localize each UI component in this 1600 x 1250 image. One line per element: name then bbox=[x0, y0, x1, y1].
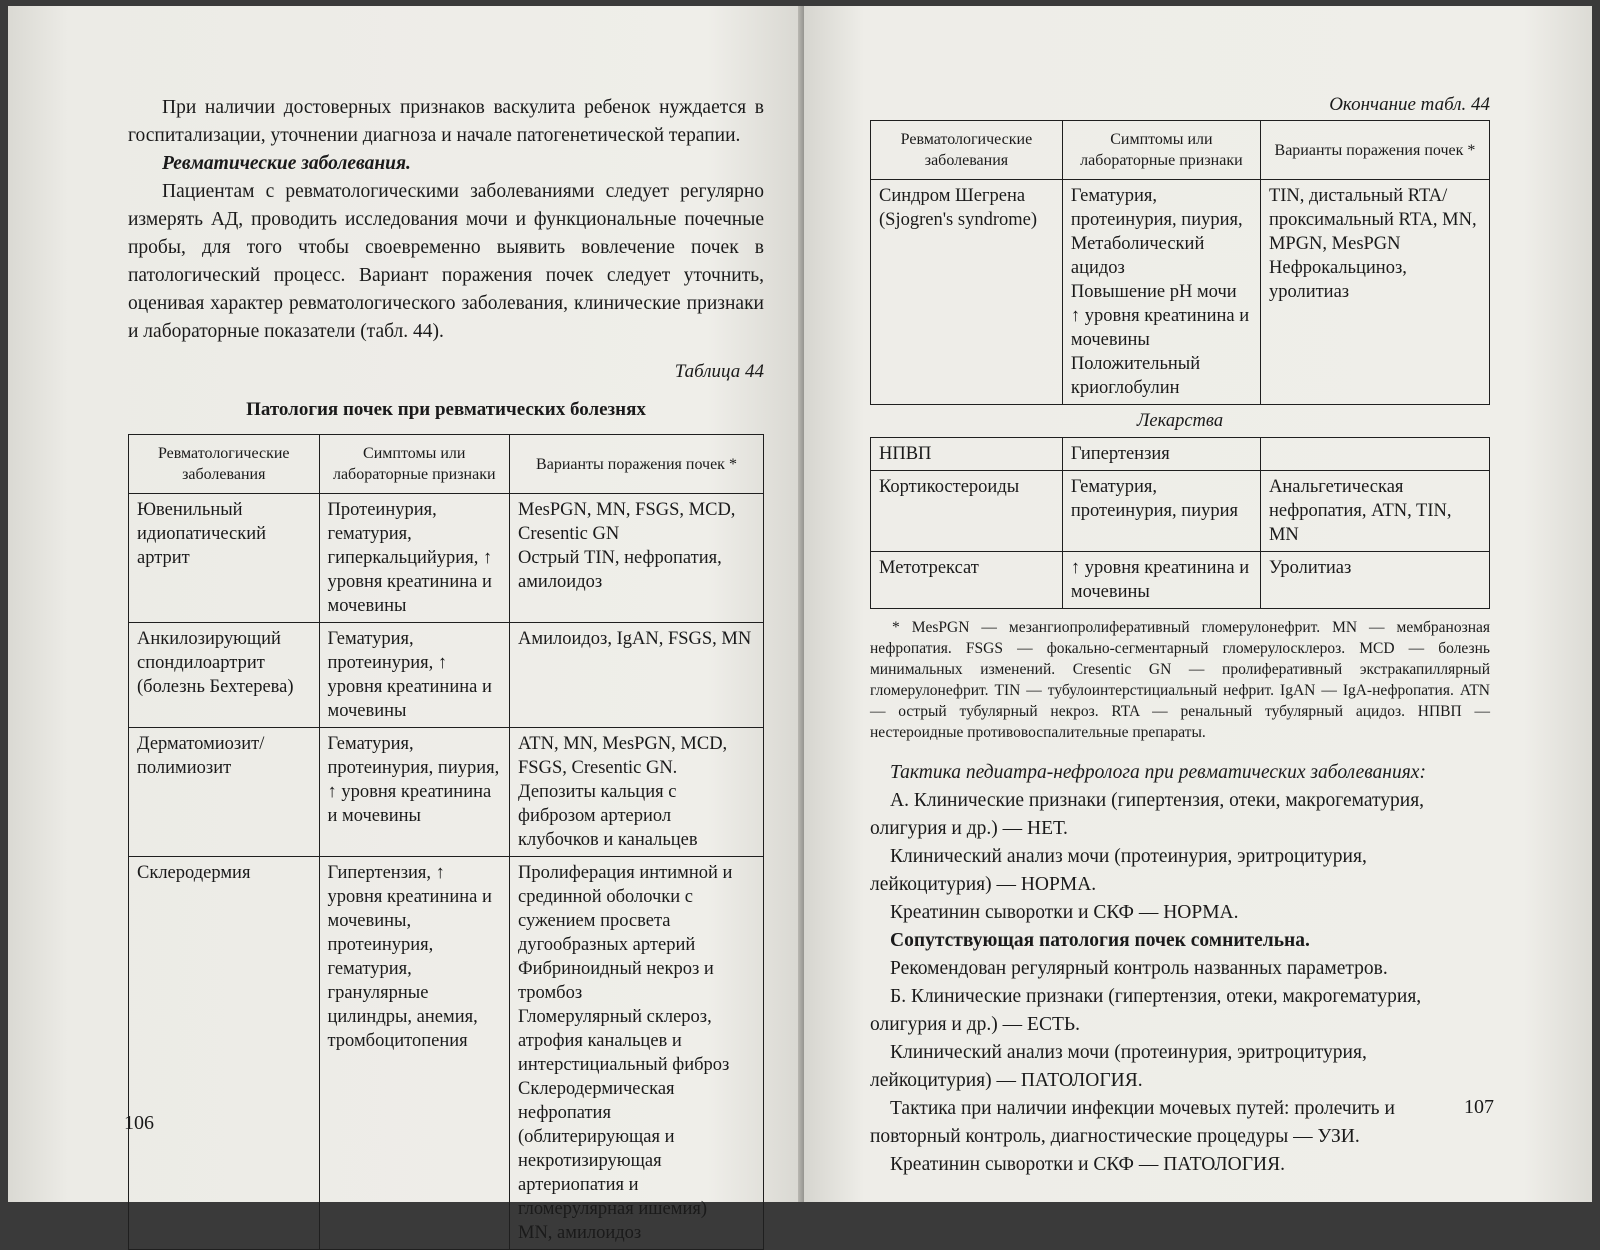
continuation-label: Окончание табл. 44 bbox=[1329, 94, 1490, 115]
kidney-pathology-table bbox=[128, 434, 764, 1250]
page-number-right: 107 bbox=[1464, 1096, 1494, 1118]
kidney-pathology-table-continued bbox=[870, 120, 1490, 609]
tactics-line: Креатинин сыворотки и СКФ — НОРМА. bbox=[890, 902, 1239, 923]
table-row bbox=[871, 471, 1490, 552]
tactics-line: А. Клинические признаки (гипертензия, отеки, макрогематурия, олигурия и др.) — НЕТ. bbox=[870, 790, 1425, 839]
table-row bbox=[871, 438, 1490, 471]
symptoms-cell: Гематурия, протеинурия, ↑ уровня креатинина и мочевины bbox=[319, 623, 510, 728]
symptoms-cell: ↑ уровня креатинина и мочевины bbox=[1062, 552, 1260, 609]
page-number-left: 106 bbox=[124, 1112, 154, 1134]
disease-cell: Синдром Шегрена (Sjogren's syndrome) bbox=[871, 180, 1063, 405]
disease-cell: Ювенильный идиопатический артрит bbox=[129, 494, 320, 623]
symptoms-cell: Протеинурия, гематурия, гиперкальцийурия, ↑ уровня креатинина и мочевины bbox=[319, 494, 510, 623]
disease-cell: Склеродермия bbox=[129, 857, 320, 1250]
variants-cell: Амилоидоз, IgAN, FSGS, MN bbox=[510, 623, 764, 728]
header-disease: Ревматологические заболевания bbox=[871, 121, 1063, 180]
intro-paragraph: При наличии достоверных признаков васкулита ребенок нуждается в госпитализации, уточнении диагноза и начале патогенетической терапии. bbox=[128, 97, 764, 146]
variants-cell: ATN, MN, MesPGN, MCD, FSGS, Cresentic GN. Депозиты кальция с фиброзом артериол клубочков и канальцев bbox=[510, 728, 764, 857]
tactics-line: Клинический анализ мочи (протеинурия, эритроцитурия, лейкоцитурия) — НОРМА. bbox=[870, 846, 1367, 895]
header-symptoms: Симптомы или лабораторные признаки bbox=[1062, 121, 1260, 180]
drug-cell: Кортикостероиды bbox=[871, 471, 1063, 552]
table-header-row bbox=[871, 121, 1490, 180]
section-title: Ревматические заболевания. bbox=[162, 153, 411, 174]
symptoms-cell: Гематурия, протеинурия, пиурия bbox=[1062, 471, 1260, 552]
variants-cell: Уролитиаз bbox=[1260, 552, 1489, 609]
tactics-line: Рекомендован регулярный контроль названных параметров. bbox=[890, 958, 1388, 979]
tactics-line: Б. Клинические признаки (гипертензия, отеки, макрогематурия, олигурия и др.) — ЕСТЬ. bbox=[870, 986, 1422, 1035]
table-header-row bbox=[129, 435, 764, 494]
symptoms-cell: Гипертензия bbox=[1062, 438, 1260, 471]
drugs-section-row bbox=[871, 405, 1490, 438]
table-row bbox=[871, 180, 1490, 405]
book-spread bbox=[8, 6, 1592, 1243]
tactics-title: Тактика педиатра-нефролога при ревматических заболеваниях: bbox=[890, 762, 1426, 783]
table-row bbox=[871, 552, 1490, 609]
symptoms-cell: Гематурия, протеинурия, пиурия, ↑ уровня креатинина и мочевины bbox=[319, 728, 510, 857]
table-footnote: * MesPGN — мезангиопролиферативный гломерулонефрит. MN — мембранозная нефропатия. FSGS — фокально-сегментарный гломерулосклероз. MCD — болезнь минимальных изменений. Cresentic GN — пролиферативный экстракапиллярный гломерулонефрит. TIN — тубулоинтерстициальный нефрит. IgAN — IgA-нефропатия. ATN — острый тубулярный некроз. RTA — ренальный тубулярный ацидоз. НПВП — нестероидные противовоспалительные препараты. bbox=[870, 619, 1490, 741]
table-label: Таблица 44 bbox=[674, 361, 764, 382]
variants-cell: TIN, дистальный RTA/проксимальный RTA, MN, MPGN, MesPGN Нефрокальциноз, уролитиаз bbox=[1260, 180, 1489, 405]
tactics-block bbox=[870, 759, 1490, 1179]
header-variants: Варианты поражения почек * bbox=[510, 435, 764, 494]
variants-cell: Пролиферация интимной и срединной оболочки с сужением просвета дугообразных артерий Фибриноидный некроз и тромбоз Гломерулярный склероз, атрофия канальцев и интерстициальный фиброз Склеродермическая нефропатия (облитерирующая и некротизирующая артериопатия и гломерулярная ишемия) MN, амилоидоз bbox=[510, 857, 764, 1250]
table-row bbox=[129, 728, 764, 857]
drugs-section-label: Лекарства bbox=[871, 405, 1490, 438]
left-page bbox=[8, 6, 804, 1243]
variants-cell: MesPGN, MN, FSGS, MCD, Cresentic GN Острый TIN, нефропатия, амилоидоз bbox=[510, 494, 764, 623]
header-symptoms: Симптомы или лабораторные признаки bbox=[319, 435, 510, 494]
tactics-line: Тактика при наличии инфекции мочевых путей: пролечить и повторный контроль, диагностические процедуры — УЗИ. bbox=[870, 1098, 1395, 1147]
right-page-content bbox=[870, 94, 1490, 1179]
tactics-line: Клинический анализ мочи (протеинурия, эритроцитурия, лейкоцитурия) — ПАТОЛОГИЯ. bbox=[870, 1042, 1367, 1091]
header-variants: Варианты поражения почек * bbox=[1260, 121, 1489, 180]
header-disease: Ревматологические заболевания bbox=[129, 435, 320, 494]
table-row bbox=[129, 857, 764, 1250]
variants-cell: Анальгетическая нефропатия, ATN, TIN, MN bbox=[1260, 471, 1489, 552]
section-paragraph: Пациентам с ревматологическими заболеваниями следует регулярно измерять АД, проводить исследования мочи и функциональные почечные пробы, для того чтобы своевременно выявить вовлечение почек в патологический процесс. Вариант поражения почек следует уточнить, оценивая характер ревматологического заболевания, клинические признаки и лабораторные показатели (табл. 44). bbox=[128, 181, 764, 342]
disease-cell: Анкилозирующий спондилоартрит (болезнь Бехтерева) bbox=[129, 623, 320, 728]
table-row bbox=[129, 623, 764, 728]
table-row bbox=[129, 494, 764, 623]
symptoms-cell: Гипертензия, ↑ уровня креатинина и мочевины, протеинурия, гематурия, гранулярные цилиндры, анемия, тромбоцитопения bbox=[319, 857, 510, 1250]
drug-cell: Метотрексат bbox=[871, 552, 1063, 609]
variants-cell bbox=[1260, 438, 1489, 471]
disease-cell: Дерматомиозит/полимиозит bbox=[129, 728, 320, 857]
symptoms-cell: Гематурия, протеинурия, пиурия, Метаболический ацидоз Повышение pH мочи ↑ уровня креатинина и мочевины Положительный криоглобулин bbox=[1062, 180, 1260, 405]
drug-cell: НПВП bbox=[871, 438, 1063, 471]
table-title: Патология почек при ревматических болезнях bbox=[246, 399, 646, 420]
tactics-conclusion: Сопутствующая патология почек сомнительна. bbox=[890, 930, 1310, 951]
tactics-line: Креатинин сыворотки и СКФ — ПАТОЛОГИЯ. bbox=[890, 1154, 1285, 1175]
left-page-content bbox=[128, 94, 764, 1250]
